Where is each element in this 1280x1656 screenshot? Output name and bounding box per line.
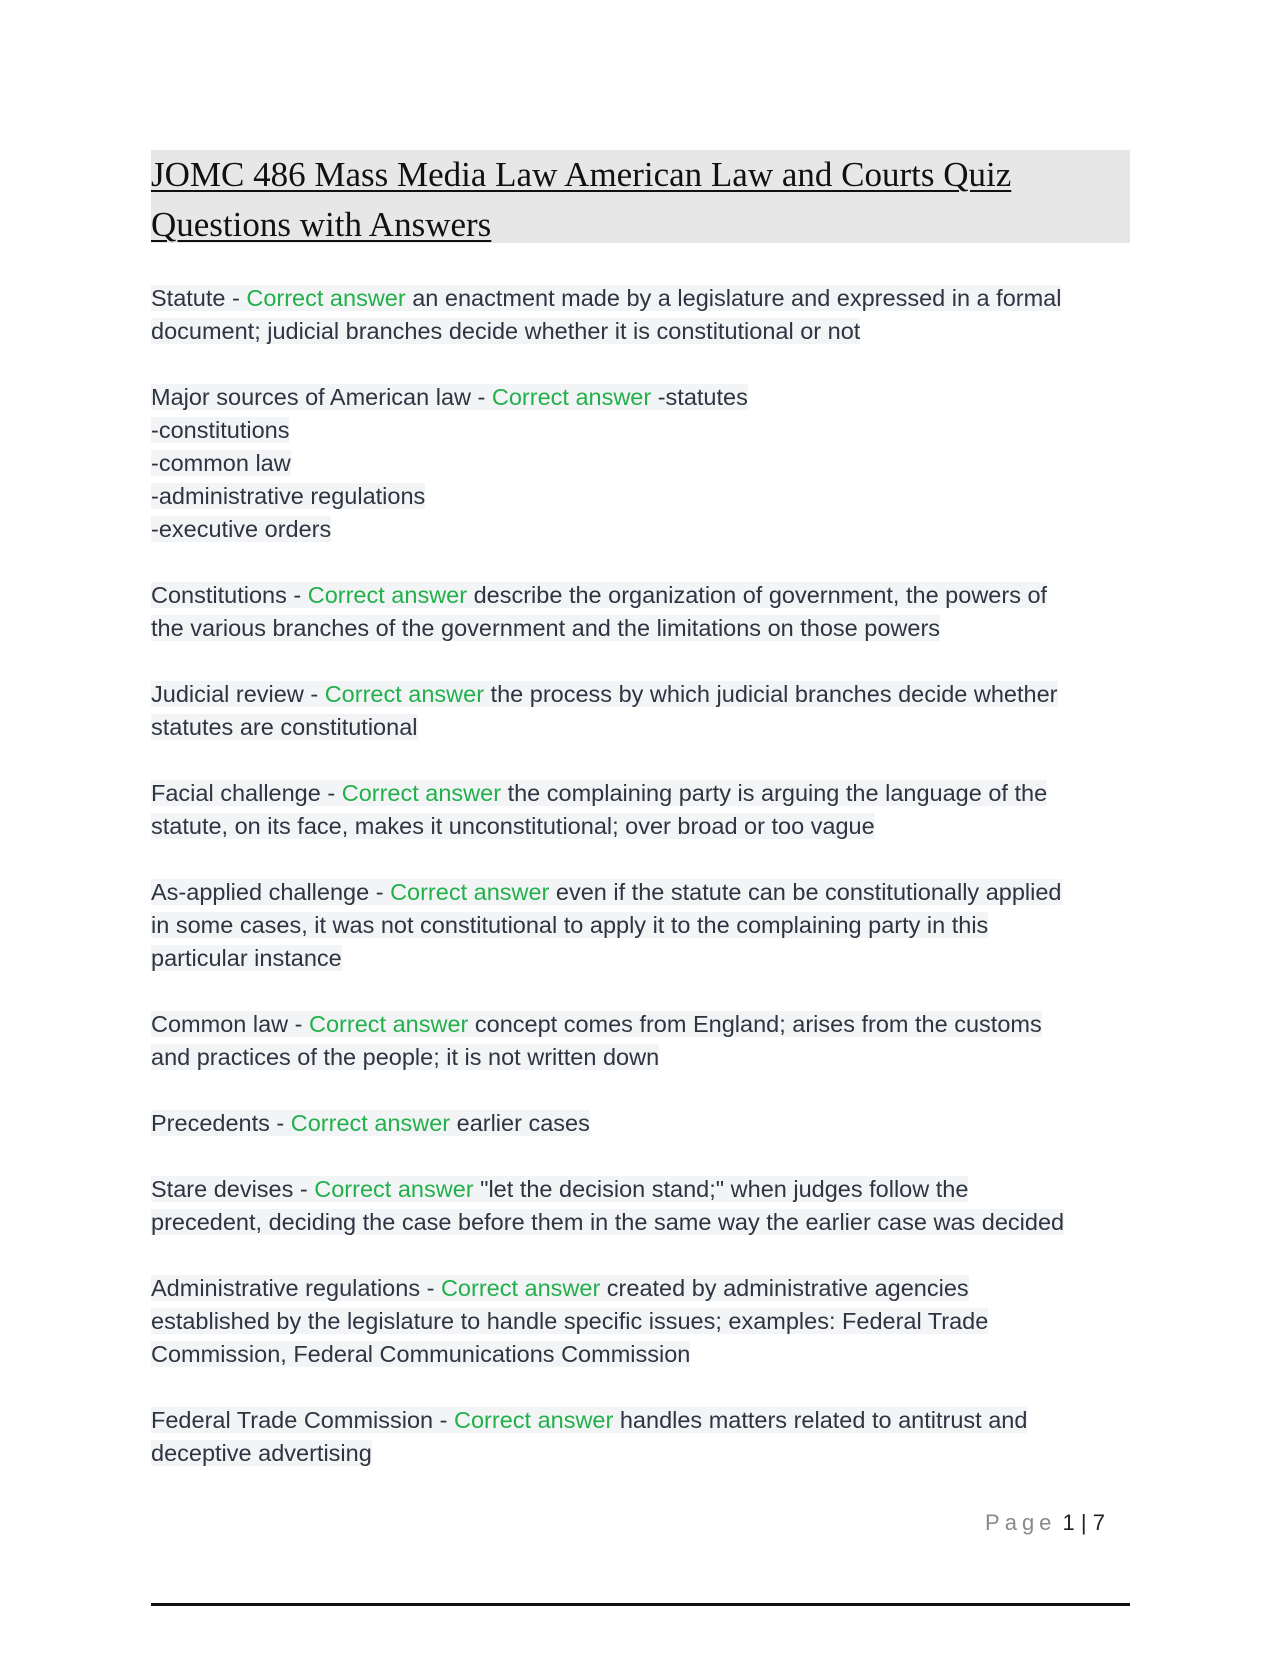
qa-first-line-text (151, 1275, 969, 1301)
qa-continuation-text: statutes are constitutional (151, 714, 418, 740)
qa-entry (151, 381, 1141, 546)
title-block (151, 150, 1130, 243)
correct-answer-label: Correct answer (341, 780, 502, 806)
qa-continuation-line (151, 315, 1141, 348)
qa-continuation-line (151, 1305, 1141, 1338)
qa-term: Administrative regulations - (151, 1275, 441, 1301)
qa-first-line (151, 1107, 1141, 1140)
qa-term: Precedents - (151, 1110, 291, 1136)
qa-continuation-line (151, 414, 1141, 447)
qa-term: Constitutions - (151, 582, 308, 608)
qa-first-line (151, 777, 1141, 810)
qa-continuation-line (151, 1338, 1141, 1371)
qa-continuation-line (151, 1437, 1141, 1470)
qa-continuation-text: -constitutions (151, 417, 290, 443)
qa-first-line-text (151, 582, 1047, 608)
qa-entry (151, 282, 1141, 348)
qa-list (151, 282, 1141, 1503)
correct-answer-label: Correct answer (246, 285, 406, 311)
qa-term: Stare devises - (151, 1176, 315, 1202)
qa-continuation-line (151, 513, 1141, 546)
correct-answer-label: Correct answer (390, 879, 550, 905)
qa-first-line (151, 381, 1141, 414)
qa-first-line (151, 1008, 1141, 1041)
qa-first-line-text (151, 384, 748, 410)
correct-answer-label: Correct answer (491, 384, 652, 410)
qa-entry (151, 1107, 1141, 1140)
qa-term: Common law - (151, 1011, 310, 1037)
qa-first-line-text (151, 285, 1061, 311)
qa-continuation-text: -executive orders (151, 516, 332, 542)
page-title (151, 150, 1130, 250)
qa-answer-text: the process by which judicial branches decide whether (484, 681, 1058, 707)
qa-term: Statute - (151, 285, 247, 311)
qa-answer-text: the complaining party is arguing the language of the (501, 780, 1048, 806)
correct-answer-label: Correct answer (324, 681, 485, 707)
correct-answer-label: Correct answer (440, 1275, 601, 1301)
correct-answer-label: Correct answer (314, 1176, 474, 1202)
qa-term: Facial challenge - (151, 780, 342, 806)
qa-continuation-text: precedent, deciding the case before them in the same way the earlier case was decided (151, 1209, 1065, 1235)
correct-answer-label: Correct answer (290, 1110, 451, 1136)
qa-first-line-text (151, 780, 1047, 806)
qa-continuation-line (151, 1041, 1141, 1074)
qa-continuation-text: -common law (151, 450, 291, 476)
qa-answer-text: concept comes from England; arises from the customs (468, 1011, 1042, 1037)
qa-continuation-text: established by the legislature to handle specific issues; examples: Federal Trade (151, 1308, 989, 1334)
page-number (985, 1510, 1105, 1536)
qa-entry (151, 1404, 1141, 1470)
title-line-2: Questions with Answers (151, 205, 492, 244)
qa-continuation-line (151, 909, 1141, 942)
qa-term: Judicial review - (151, 681, 325, 707)
qa-continuation-text: in some cases, it was not constitutional to apply it to the complaining party in this (151, 912, 989, 938)
footer-rule (151, 1603, 1130, 1606)
correct-answer-label: Correct answer (307, 582, 468, 608)
qa-answer-text: even if the statute can be constitutionally applied (549, 879, 1062, 905)
qa-first-line (151, 876, 1141, 909)
qa-term: As-applied challenge - (151, 879, 391, 905)
qa-continuation-text: the various branches of the government and the limitations on those powers (151, 615, 941, 641)
qa-continuation-line (151, 612, 1141, 645)
qa-answer-text: created by administrative agencies (600, 1275, 969, 1301)
qa-answer-text: describe the organization of government, the powers of (467, 582, 1048, 608)
page-word: Page (985, 1510, 1057, 1535)
correct-answer-label: Correct answer (454, 1407, 614, 1433)
qa-first-line (151, 579, 1141, 612)
qa-first-line (151, 678, 1141, 711)
qa-answer-text: -statutes (651, 384, 748, 410)
qa-entry (151, 678, 1141, 744)
qa-continuation-text: document; judicial branches decide whether it is constitutional or not (151, 318, 861, 344)
qa-answer-text: earlier cases (450, 1110, 590, 1136)
correct-answer-label: Correct answer (309, 1011, 469, 1037)
qa-continuation-line (151, 480, 1141, 513)
current-page: 1 (1062, 1510, 1075, 1535)
qa-entry (151, 777, 1141, 843)
qa-first-line-text (151, 681, 1058, 707)
qa-first-line-text (151, 879, 1062, 905)
qa-term: Federal Trade Commission - (151, 1407, 454, 1433)
title-line-1: JOMC 486 Mass Media Law American Law and Courts Quiz (151, 155, 1012, 194)
qa-first-line (151, 282, 1141, 315)
qa-continuation-text: -administrative regulations (151, 483, 426, 509)
qa-first-line-text (151, 1407, 1027, 1433)
page-separator: | (1074, 1510, 1093, 1535)
qa-entry (151, 1173, 1141, 1239)
qa-term: Major sources of American law - (151, 384, 492, 410)
qa-continuation-text: particular instance (151, 945, 342, 971)
qa-continuation-line (151, 447, 1141, 480)
qa-answer-text: "let the decision stand;" when judges follow the (473, 1176, 969, 1202)
qa-first-line-text (151, 1110, 590, 1136)
qa-continuation-text: deceptive advertising (151, 1440, 372, 1466)
total-pages: 7 (1092, 1510, 1105, 1535)
qa-continuation-text: Commission, Federal Communications Commission (151, 1341, 691, 1367)
qa-first-line-text (151, 1176, 968, 1202)
qa-entry (151, 1272, 1141, 1371)
qa-continuation-text: statute, on its face, makes it unconstitutional; over broad or too vague (151, 813, 875, 839)
qa-first-line (151, 1272, 1141, 1305)
qa-continuation-line (151, 942, 1141, 975)
qa-continuation-line (151, 810, 1141, 843)
qa-first-line (151, 1173, 1141, 1206)
qa-first-line (151, 1404, 1141, 1437)
qa-entry (151, 1008, 1141, 1074)
qa-first-line-text (151, 1011, 1042, 1037)
qa-continuation-line (151, 711, 1141, 744)
qa-entry (151, 579, 1141, 645)
qa-continuation-line (151, 1206, 1141, 1239)
qa-continuation-text: and practices of the people; it is not written down (151, 1044, 660, 1070)
qa-answer-text: handles matters related to antitrust and (613, 1407, 1028, 1433)
qa-entry (151, 876, 1141, 975)
qa-answer-text: an enactment made by a legislature and expressed in a formal (405, 285, 1062, 311)
